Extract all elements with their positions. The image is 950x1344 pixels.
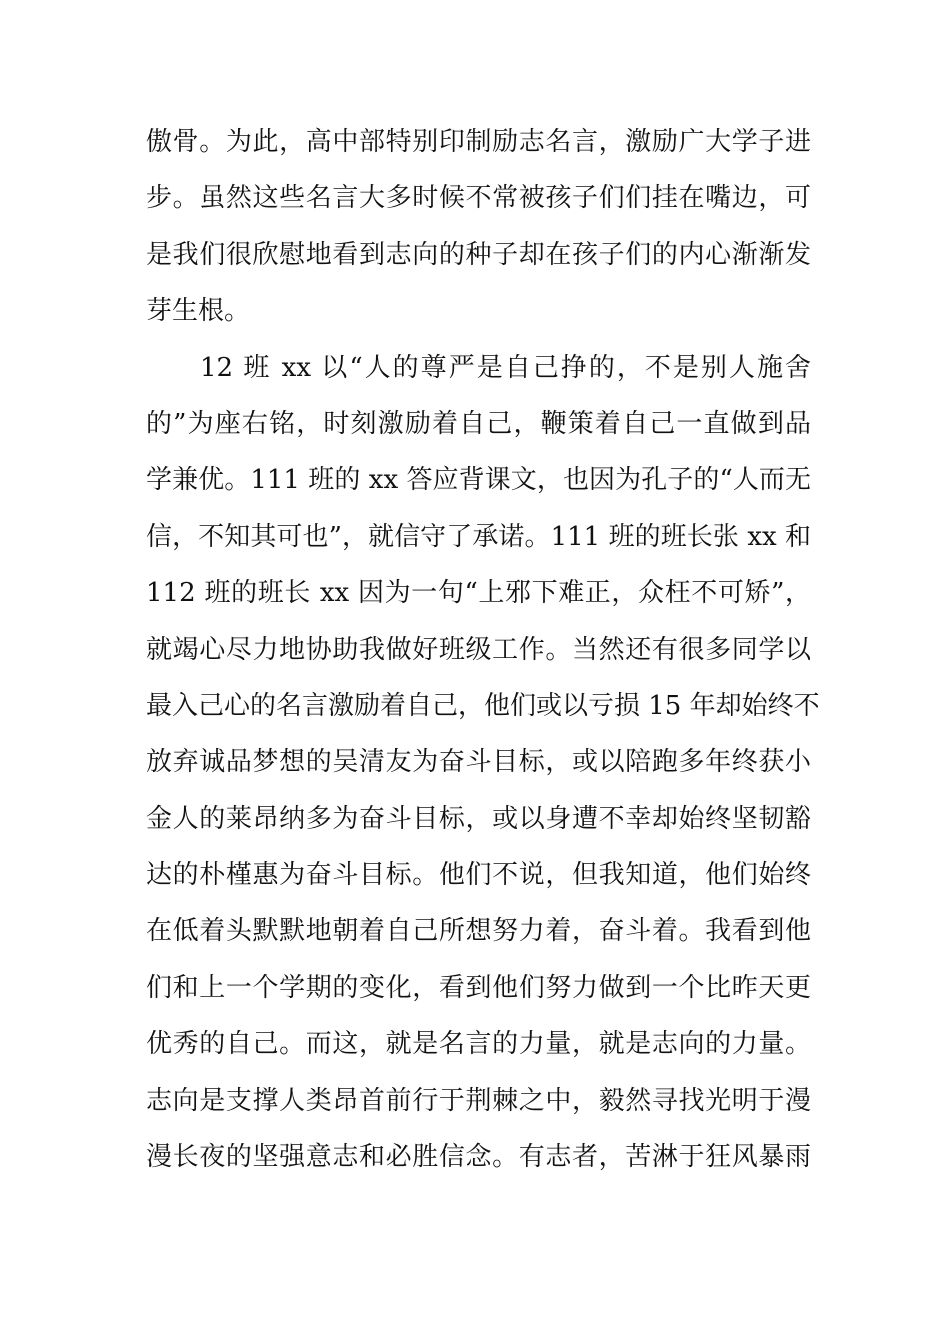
text-line: 傲骨。为此，高中部特别印制励志名言，激励广大学子进: [146, 127, 811, 157]
text-line: 达的朴槿惠为奋斗目标。他们不说，但我知道，他们始终: [146, 860, 811, 891]
text-line: 是我们很欣慰地看到志向的种子却在孩子们的内心渐渐发: [146, 239, 811, 270]
text-line: 漫长夜的坚强意志和必胜信念。有志者，苦淋于狂风暴雨: [146, 1142, 811, 1173]
text-line: 芽生根。: [146, 296, 251, 327]
text-line: 步。虽然这些名言大多时候不常被孩子们们挂在嘴边，可: [146, 183, 811, 214]
text-line: 最入己心的名言激励着自己，他们或以亏损 15 年却始终不: [146, 690, 820, 721]
text-line: 信，不知其可也”，就信守了承诺。111 班的班长张 xx 和: [146, 521, 811, 552]
text-line: 志向是支撑人类昂首前行于荆棘之中，毅然寻找光明于漫: [146, 1085, 811, 1116]
body-text: [146, 118, 820, 1189]
text-line: 在低着头默默地朝着自己所想努力着，奋斗着。我看到他: [146, 916, 811, 947]
text-line: 112 班的班长 xx 因为一句“上邪下难正，众枉不可矫”，: [146, 578, 811, 609]
text-line: 放弃诚品梦想的吴清友为奋斗目标，或以陪跑多年终获小: [146, 747, 811, 778]
text-line: 的”为座右铭，时刻激励着自己，鞭策着自己一直做到品: [146, 408, 811, 439]
text-line: 学兼优。111 班的 xx 答应背课文，也因为孔子的“人而无: [146, 465, 811, 496]
text-line: 12 班 xx 以“人的尊严是自己挣的，不是别人施舍: [200, 352, 811, 383]
text-line: 金人的莱昂纳多为奋斗目标，或以身遭不幸却始终坚韧豁: [146, 803, 811, 834]
text-line: 就竭心尽力地协助我做好班级工作。当然还有很多同学以: [146, 634, 811, 665]
text-line: 们和上一个学期的变化，看到他们努力做到一个比昨天更: [146, 972, 811, 1003]
text-line: 优秀的自己。而这，就是名言的力量，就是志向的力量。: [146, 1029, 811, 1060]
